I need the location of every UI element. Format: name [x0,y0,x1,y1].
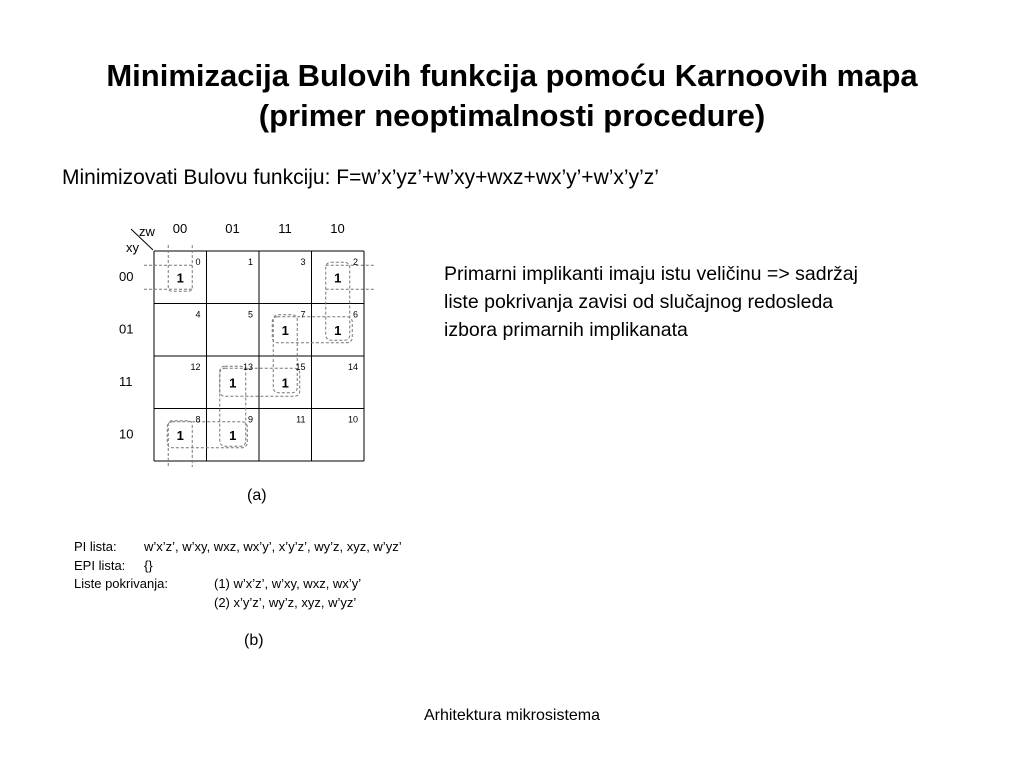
footer-text: Arhitektura mikrosistema [423,707,601,724]
cover-list-1: (1) w’x’z’, w’xy, wxz, wx’y’ [214,576,362,591]
karnaugh-map [110,215,380,467]
cell-value: 1 [176,270,184,286]
cell-index: 8 [195,414,201,425]
title-line-1: Minimizacija Bulovih funkcija pomoću Karnoovih mapa [106,58,918,93]
cell-value: 1 [334,270,342,286]
cell-index: 1 [247,257,253,267]
col-variable-label: zw [139,224,155,239]
cell-value: 1 [229,427,237,443]
title-line-2: (primer neoptimalnosti procedure) [258,98,766,133]
cell-index: 5 [247,309,253,320]
pi-list-label: PI lista: [74,539,117,554]
cell-index: 10 [347,414,358,425]
cell-index: 0 [195,257,201,267]
epi-list-label: EPI lista: [74,557,126,573]
map-cells [177,257,358,443]
cell-index: 14 [347,362,358,372]
row-header: 10 [119,426,134,442]
cell-index: 12 [190,362,201,372]
slide-title [0,56,1024,136]
cell-index: 15 [295,362,306,372]
row-variable-label: xy [126,240,139,255]
cell-index: 3 [300,257,306,267]
map-grid [154,251,364,461]
cell-index: 7 [300,309,306,320]
pi-list-value: w’x’z’, w’xy, wxz, wx’y’, x’y’z’, wy’z, xyz, w’yz’ [144,539,402,554]
cell-value: 1 [281,375,289,391]
cover-list-label: Liste pokrivanja: [74,576,168,591]
cell-index: 4 [195,309,201,320]
cell-index: 9 [247,414,253,425]
cover-list-2: (2) x’y’z’, wy’z, xyz, w’yz’ [214,594,357,610]
cell-value: 1 [229,375,237,391]
row-header: 00 [119,269,134,284]
caption-a: (a) [247,487,267,504]
cell-value: 1 [176,427,184,443]
cell-value: 1 [281,322,289,338]
caption-b: (b) [244,632,264,649]
col-header: 01 [225,221,240,236]
row-headers [119,269,133,442]
cell-index: 11 [296,414,306,425]
row-header: 01 [119,321,134,337]
col-header: 11 [278,221,292,236]
col-header: 00 [172,221,188,236]
cell-index: 13 [242,362,253,372]
row-header: 11 [119,374,133,389]
cell-value: 1 [334,322,342,338]
col-header: 10 [330,221,345,236]
explanation-text: Primarni implikanti imaju istu veličinu => sadržaj liste pokrivanja zavisi od slučajnog redosleda izbora primarnih implikanata [444,263,858,341]
epi-list-value: {} [144,557,153,573]
column-headers [173,221,345,236]
task-statement: Minimizovati Bulovu funkciju: F=w’x’yz’+w’xy+wxz+wx’y’+w’x’y’z’ [62,166,659,189]
cell-index: 6 [352,309,358,320]
cell-index: 2 [352,257,358,267]
